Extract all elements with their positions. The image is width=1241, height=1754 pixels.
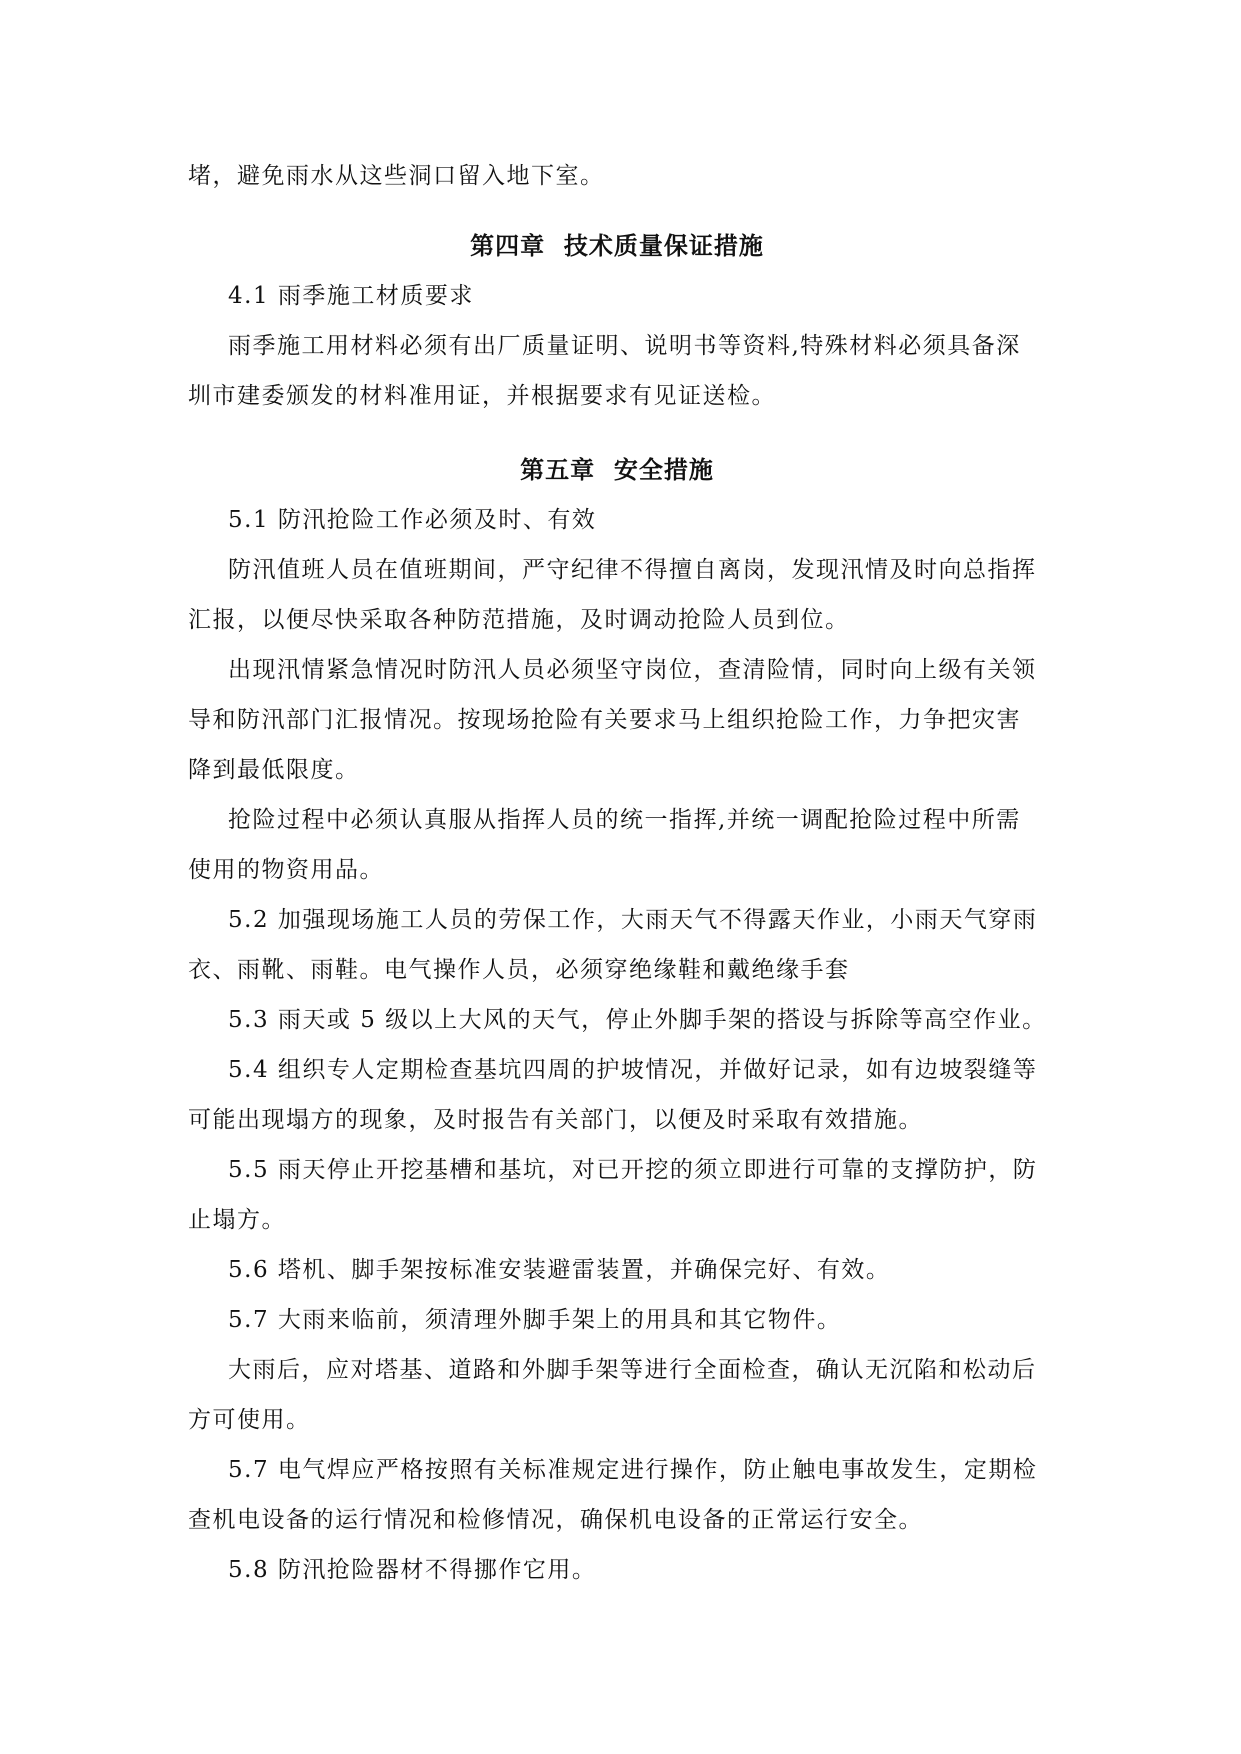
text-line: 防汛值班人员在值班期间，严守纪律不得擅自离岗，发现汛情及时向总指挥	[228, 557, 1037, 583]
text-line: 止塌方。	[188, 1207, 286, 1233]
text-line: 雨季施工用材料必须有出厂质量证明、说明书等资料,特殊材料必须具备深	[228, 333, 1021, 359]
section-heading: 5.1 防汛抢险工作必须及时、有效	[228, 507, 597, 533]
text-line: 可能出现塌方的现象，及时报告有关部门，以便及时采取有效措施。	[188, 1107, 923, 1133]
text-line: 5.6 塔机、脚手架按标准安装避雷装置，并确保完好、有效。	[228, 1257, 891, 1283]
section-heading: 4.1 雨季施工材质要求	[228, 283, 474, 309]
text-line: 5.4 组织专人定期检查基坑四周的护坡情况，并做好记录，如有边坡裂缝等	[228, 1057, 1038, 1083]
chapter-heading: 第四章 技术质量保证措施	[470, 231, 764, 260]
text-line: 衣、雨靴、雨鞋。电气操作人员，必须穿绝缘鞋和戴绝缘手套	[188, 957, 850, 983]
text-line: 使用的物资用品。	[188, 857, 384, 883]
text-line: 5.7 电气焊应严格按照有关标准规定进行操作，防止触电事故发生，定期检	[228, 1457, 1038, 1483]
text-line: 5.2 加强现场施工人员的劳保工作，大雨天气不得露天作业，小雨天气穿雨	[228, 907, 1038, 933]
text-line: 抢险过程中必须认真服从指挥人员的统一指挥,并统一调配抢险过程中所需	[228, 807, 1021, 833]
text-line: 出现汛情紧急情况时防汛人员必须坚守岗位，查清险情，同时向上级有关领	[228, 657, 1037, 683]
text-line: 降到最低限度。	[188, 757, 360, 783]
text-line: 5.7 大雨来临前，须清理外脚手架上的用具和其它物件。	[228, 1307, 842, 1333]
text-line: 5.8 防汛抢险器材不得挪作它用。	[228, 1557, 597, 1583]
text-line: 方可使用。	[188, 1407, 311, 1433]
text-line: 查机电设备的运行情况和检修情况，确保机电设备的正常运行安全。	[188, 1507, 923, 1533]
chapter-heading: 第五章 安全措施	[520, 455, 714, 484]
text-line: 堵，避免雨水从这些洞口留入地下室。	[188, 163, 605, 189]
text-line: 5.3 雨天或 5 级以上大风的天气，停止外脚手架的搭设与拆除等高空作业。	[228, 1007, 1047, 1033]
text-line: 汇报，以便尽快采取各种防范措施，及时调动抢险人员到位。	[188, 607, 850, 633]
text-line: 大雨后，应对塔基、道路和外脚手架等进行全面检查，确认无沉陷和松动后	[228, 1357, 1037, 1383]
text-line: 5.5 雨天停止开挖基槽和基坑，对已开挖的须立即进行可靠的支撑防护，防	[228, 1157, 1038, 1183]
text-line: 圳市建委颁发的材料准用证，并根据要求有见证送检。	[188, 383, 776, 409]
text-line: 导和防汛部门汇报情况。按现场抢险有关要求马上组织抢险工作，力争把灾害	[188, 707, 1021, 733]
